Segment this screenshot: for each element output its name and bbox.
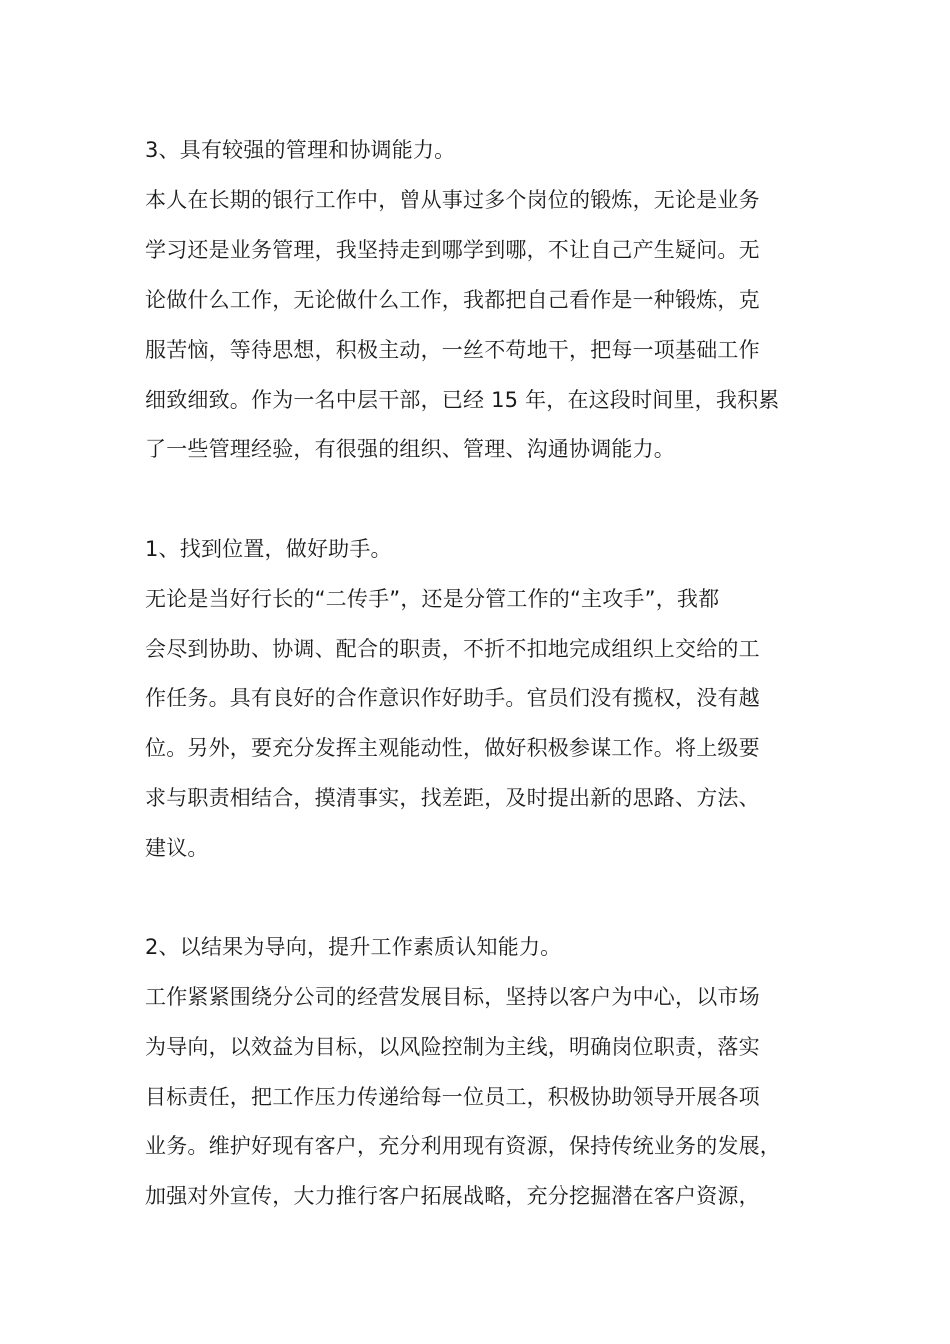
section-heading: 1、找到位置，做好助手。 — [145, 537, 392, 561]
paragraph-line: 建议。 — [145, 836, 209, 860]
paragraph-line: 了一些管理经验，有很强的组织、管理、沟通协调能力。 — [145, 437, 675, 461]
paragraph-line: 细致细致。作为一名中层干部，已经 15 年，在这段时间里，我积累 — [145, 388, 780, 412]
paragraph-line: 加强对外宣传，大力推行客户拓展战略，充分挖掘潜在客户资源， — [145, 1184, 760, 1208]
paragraph-line: 论做什么工作，无论做什么工作，我都把自己看作是一种锻炼，克 — [145, 288, 760, 312]
paragraph-line: 业务。维护好现有客户，充分利用现有资源，保持传统业务的发展， — [145, 1134, 781, 1158]
paragraph-line: 本人在长期的银行工作中，曾从事过多个岗位的锻炼，无论是业务 — [145, 188, 760, 212]
paragraph-line: 位。另外，要充分发挥主观能动性，做好积极参谋工作。将上级要 — [145, 736, 760, 760]
paragraph-line: 无论是当好行长的“二传手”，还是分管工作的“主攻手”，我都 — [145, 587, 720, 611]
paragraph-line: 服苦恼，等待思想，积极主动，一丝不苟地干，把每一项基础工作 — [145, 338, 760, 362]
paragraph-line: 作任务。具有良好的合作意识作好助手。官员们没有揽权，没有越 — [145, 686, 760, 710]
paragraph-line: 为导向，以效益为目标，以风险控制为主线，明确岗位职责，落实 — [145, 1035, 760, 1059]
paragraph-line: 学习还是业务管理，我坚持走到哪学到哪，不让自己产生疑问。无 — [145, 238, 760, 262]
paragraph-line: 求与职责相结合，摸清事实，找差距，及时提出新的思路、方法、 — [145, 786, 760, 810]
paragraph-line: 目标责任，把工作压力传递给每一位员工，积极协助领导开展各项 — [145, 1085, 760, 1109]
paragraph-line: 工作紧紧围绕分公司的经营发展目标，坚持以客户为中心，以市场 — [145, 985, 760, 1009]
section-heading: 3、具有较强的管理和协调能力。 — [145, 138, 456, 162]
paragraph-line: 会尽到协助、协调、配合的职责，不折不扣地完成组织上交给的工 — [145, 637, 760, 661]
section-heading: 2、以结果为导向，提升工作素质认知能力。 — [145, 935, 562, 959]
